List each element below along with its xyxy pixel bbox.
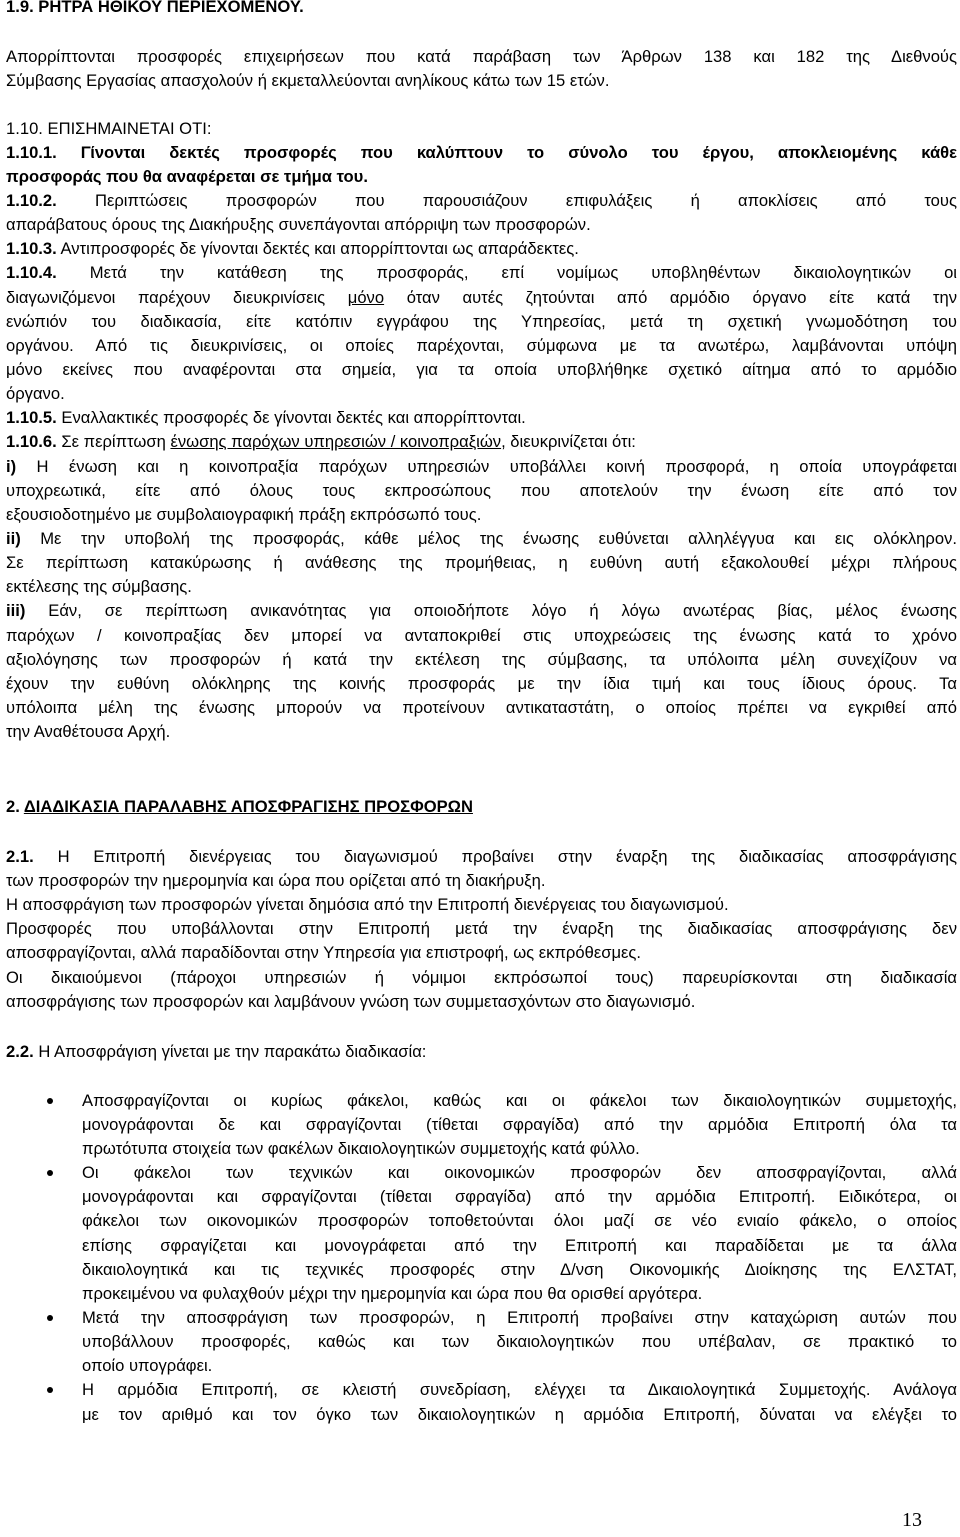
- paragraph-line: Σε περίπτωση κατακύρωσης ή ανάθεσης της προμήθειας, η ευθύνη αυτή εξακολουθεί μέχρι πλήρους: [6, 553, 957, 572]
- list-item-line: επίσης σφραγίζεται και μονογράφεται από την Επιτροπή και παραδίδεται με τα άλλα: [82, 1236, 957, 1255]
- paragraph-line: προσφοράς που θα αναφέρεται σε τμήμα του.: [6, 167, 368, 186]
- paragraph-line: εκτέλεσης της σύμβασης.: [6, 577, 192, 596]
- item-label: i): [6, 457, 17, 476]
- section-heading: 1.9. ΡΗΤΡΑ ΗΘΙΚΟΥ ΠΕΡΙΕΧΟΜΕΝΟΥ.: [6, 0, 304, 16]
- section-heading: 1.10. ΕΠΙΣΗΜΑΙΝΕΤΑΙ ΟΤΙ:: [6, 119, 212, 138]
- paragraph-line: ii) Με την υποβολή της προσφοράς, κάθε μέλος της ένωσης ευθύνεται αλληλέγγυα και εις ολόκληρον.: [6, 529, 957, 548]
- paragraph-line: εξουσιοδοτημένο με συμβολαιογραφική πράξη εκπρόσωπό τους.: [6, 505, 482, 524]
- item-number: 1.10.1.: [6, 143, 57, 162]
- list-item-line: Οι φάκελοι των τεχνικών και οικονομικών προσφορών δεν αποσφραγίζονται, αλλά: [82, 1163, 957, 1182]
- item-number: 1.10.4.: [6, 263, 57, 282]
- list-item-line: οποίο υπογράφει.: [82, 1356, 213, 1375]
- paragraph-line: 2.2. Η Αποσφράγιση γίνεται με την παρακάτω διαδικασία:: [6, 1042, 427, 1061]
- paragraph-line: αποσφραγίζονται, αλλά παραδίδονται στην Υπηρεσία για επιστροφή, ως εκπρόθεσμες.: [6, 943, 642, 962]
- list-item-line: δικαιολογητικά και τις τεχνικές προσφορές στην Δ/νση Οικονομικής Διοίκησης της ΕΛΣΤΑΤ,: [82, 1260, 957, 1279]
- paragraph-line: Απορρίπτονται προσφορές επιχειρήσεων που κατά παράβαση των Άρθρων 138 και 182 της Διεθνούς: [6, 47, 957, 66]
- paragraph-line: Προσφορές που υποβάλλονται στην Επιτροπή μετά την έναρξη της διαδικασίας αποσφράγισης δεν: [6, 919, 957, 938]
- list-item-line: υποβάλλουν προσφορές, καθώς και των δικαιολογητικών που υπέβαλαν, σε πρακτικό το: [82, 1332, 957, 1351]
- item-number: 1.10.6.: [6, 432, 57, 451]
- item-number: 2.2.: [6, 1042, 34, 1061]
- paragraph-line: υπόλοιπα μέλη της ένωσης μπορούν να προτείνουν αντικαταστάτη, ο οποίος πρέπει να εγκριθεί από: [6, 698, 957, 717]
- bullet-icon: [47, 1315, 53, 1321]
- item-number: 1.10.2.: [6, 191, 57, 210]
- item-label: iii): [6, 601, 26, 620]
- paragraph-line: Η αποσφράγιση των προσφορών γίνεται δημόσια από την Επιτροπή διενέργειας του διαγωνισμού.: [6, 895, 729, 914]
- paragraph-line: υποχρεωτικά, είτε από όλους τους εκπροσώπους που αποτελούν την ένωση είτε από τον: [6, 481, 957, 500]
- paragraph-line: ενώπιόν του διαδικασία, είτε κατόπιν εγγράφου της Υπηρεσίας, μετά τη σχετική γνωμοδότηση του: [6, 312, 957, 331]
- list-item-line: Μετά την αποσφράγιση των προσφορών, η Επιτροπή προβαίνει στην καταχώριση αυτών που: [82, 1308, 957, 1327]
- item-label: ii): [6, 529, 21, 548]
- paragraph-line: οργάνου. Από τις διευκρινίσεις, οι οποίες παρέχονται, σύμφωνα με τα ανωτέρω, λαμβάνονται υπόψη: [6, 336, 957, 355]
- list-item-line: Αποσφραγίζονται οι κυρίως φάκελοι, καθώς και οι φάκελοι των δικαιολογητικών συμμετοχής,: [82, 1091, 957, 1110]
- paragraph-line: μόνο εκείνες που αναφέρονται στα σημεία, για τα οποία υποβλήθηκε σχετικό αίτημα από το αρμόδιο: [6, 360, 957, 379]
- list-item-line: Η αρμόδια Επιτροπή, σε κλειστή συνεδρίαση, ελέγχει τα Δικαιολογητικά Συμμετοχής. Ανάλογα: [82, 1380, 957, 1399]
- paragraph-line: όργανο.: [6, 384, 65, 403]
- paragraph-line: 1.10.3. Αντιπροσφορές δε γίνονται δεκτές και απορρίπτονται ως απαράδεκτες.: [6, 239, 579, 258]
- bullet-icon: [47, 1098, 53, 1104]
- page-number: 13: [902, 1509, 922, 1531]
- list-item-line: μονογράφονται δε και σφραγίζονται (τίθεται σφραγίδα) από την αρμόδια Επιτροπή όλα τα: [82, 1115, 957, 1134]
- paragraph-line: 1.10.6. Σε περίπτωση ένωσης παρόχων υπηρεσιών / κοινοπραξιών, διευκρινίζεται ότι:: [6, 432, 636, 451]
- paragraph-line: i) Η ένωση και η κοινοπραξία παρόχων υπηρεσιών υποβάλλει κοινή προσφορά, η οποία υπογράφεται: [6, 457, 957, 476]
- paragraph-line: 2.1. Η Επιτροπή διενέργειας του διαγωνισμού προβαίνει στην έναρξη της διαδικασίας αποσφράγισης: [6, 847, 957, 866]
- paragraph-line: 1.10.2. Περιπτώσεις προσφορών που παρουσιάζουν επιφυλάξεις ή αποκλίσεις από τους: [6, 191, 957, 210]
- bullet-icon: [47, 1170, 53, 1176]
- item-number: 1.10.3.: [6, 239, 57, 258]
- paragraph-line: έχουν την ευθύνη ολόκληρης της κοινής προσφοράς με την ίδια τιμή και τους ίδιους όρους. Τα: [6, 674, 957, 693]
- item-number: 1.10.5.: [6, 408, 57, 427]
- list-item-line: πρωτότυπα στοιχεία των φακέλων δικαιολογητικών συμμετοχής κατά φύλλο.: [82, 1139, 640, 1158]
- paragraph-line: Σύμβασης Εργασίας απασχολούν ή εκμεταλλεύονται ανηλίκους κάτω των 15 ετών.: [6, 71, 610, 90]
- paragraph-line: Οι δικαιούμενοι (πάροχοι υπηρεσιών ή νόμιμοι εκπρόσωποί τους) παρευρίσκονται στη διαδικασία: [6, 968, 957, 987]
- paragraph-line: απαράβατους όρους της Διακήρυξης συνεπάγονται απόρριψη των προσφορών.: [6, 215, 591, 234]
- list-item-line: μονογράφονται και σφραγίζονται (τίθεται σφραγίδα) από την αρμόδια Επιτροπή. Ειδικότερα, οι: [82, 1187, 957, 1206]
- paragraph-line: αποσφράγισης των προσφορών και λαμβάνουν γνώση των συμμετασχόντων στο διαγωνισμό.: [6, 992, 696, 1011]
- paragraph-line: 1.10.4. Μετά την κατάθεση της προσφοράς, επί νομίμως υποβληθέντων δικαιολογητικών οι: [6, 263, 957, 282]
- item-number: 2.1.: [6, 847, 34, 866]
- paragraph-line: παρόχων / κοινοπραξίας δεν μπορεί να ανταποκριθεί στις υποχρεώσεις της ένωσης κατά το χρόνο: [6, 626, 957, 645]
- section-heading: 2. ΔΙΑΔΙΚΑΣΙΑ ΠΑΡΑΛΑΒΗΣ ΑΠΟΣΦΡΑΓΙΣΗΣ ΠΡΟΣΦΟΡΩΝ: [6, 797, 473, 816]
- paragraph-line: των προσφορών την ημερομηνία και ώρα που ορίζεται από τη διακήρυξη.: [6, 871, 546, 890]
- paragraph-line: διαγωνιζόμενοι παρέχουν διευκρινίσεις μόνο όταν αυτές ζητούνται από αρμόδιο όργανο είτε κατά την: [6, 288, 957, 307]
- list-item-line: φάκελοι των οικονομικών προσφορών τοποθετούνται όλοι μαζί σε νέο ενιαίο φάκελο, ο οποίος: [82, 1211, 957, 1230]
- paragraph-line: την Αναθέτουσα Αρχή.: [6, 722, 171, 741]
- paragraph-line: 1.10.5. Εναλλακτικές προσφορές δε γίνονται δεκτές και απορρίπτονται.: [6, 408, 526, 427]
- list-item-line: με τον αριθμό και τον όγκο των δικαιολογητικών η αρμόδια Επιτροπή, δύναται να ελέγξει το: [82, 1405, 957, 1424]
- list-item-line: προκειμένου να φυλαχθούν μέχρι την ημερομηνία και ώρα που θα ορισθεί αργότερα.: [82, 1284, 703, 1303]
- paragraph-line: αξιολόγησης των προσφορών ή κατά την εκτέλεση της σύμβασης, τα υπόλοιπα μέλη συνεχίζουν να: [6, 650, 957, 669]
- paragraph-line: iii) Εάν, σε περίπτωση ανικανότητας για οποιοδήποτε λόγο ή λόγω ανωτέρας βίας, μέλος ένωσης: [6, 601, 957, 620]
- bullet-icon: [47, 1387, 53, 1393]
- paragraph-line: 1.10.1. Γίνονται δεκτές προσφορές που καλύπτουν το σύνολο του έργου, αποκλειομένης κάθε: [6, 143, 957, 162]
